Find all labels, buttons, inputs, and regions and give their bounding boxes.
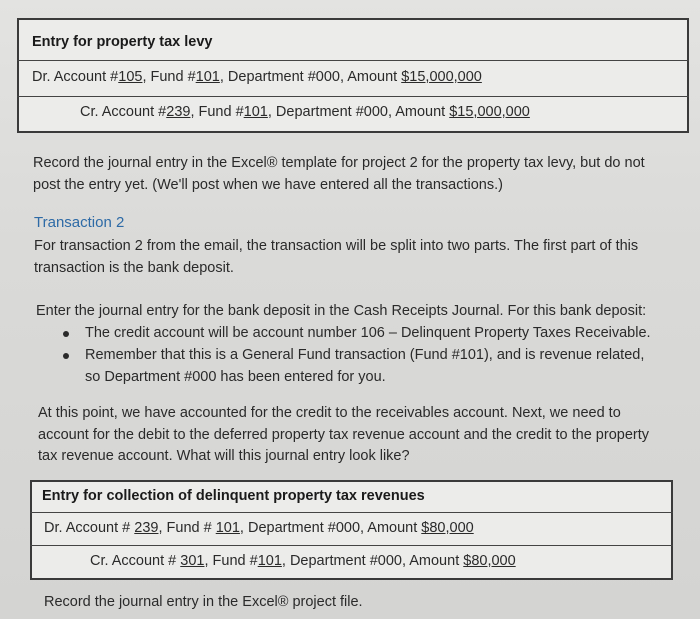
divider	[30, 512, 673, 513]
credit-line: Cr. Account #239, Fund #101, Department #000, Amount $15,000,000	[80, 104, 530, 120]
entry-title: Entry for collection of delinquent property tax revenues	[42, 488, 425, 504]
paragraph-line: Enter the journal entry for the bank deposit in the Cash Receipts Journal. For this bank deposit:	[36, 303, 647, 319]
list-item: The credit account will be account number 106 – Delinquent Property Taxes Receivable.	[85, 325, 651, 341]
list-item: Remember that this is a General Fund transaction (Fund #101), and is revenue related,	[85, 347, 645, 363]
debit-line: Dr. Account #105, Fund #101, Department #000, Amount $15,000,000	[32, 69, 482, 85]
paragraph-line: account for the debit to the deferred property tax revenue account and the credit to the property	[38, 427, 649, 443]
paragraph-line: For transaction 2 from the email, the transaction will be split into two parts. The first part of this	[34, 238, 639, 254]
paragraph-line: At this point, we have accounted for the credit to the receivables account. Next, we need to	[38, 405, 621, 421]
bullet-icon	[63, 353, 69, 359]
paragraph-line: transaction is the bank deposit.	[34, 260, 234, 276]
debit-line: Dr. Account # 239, Fund # 101, Department #000, Amount $80,000	[44, 520, 474, 536]
list-item-continuation: so Department #000 has been entered for you.	[85, 369, 386, 385]
section-heading: Transaction 2	[34, 214, 125, 231]
entry-title: Entry for property tax levy	[32, 34, 213, 50]
divider	[17, 96, 689, 97]
paragraph-line: Record the journal entry in the Excel® template for project 2 for the property tax levy, but do not	[33, 155, 645, 171]
footer-note: Record the journal entry in the Excel® project file.	[44, 594, 363, 610]
paragraph-line: post the entry yet. (We'll post when we have entered all the transactions.)	[33, 177, 503, 193]
divider	[17, 60, 689, 61]
paragraph-line: tax revenue account. What will this journal entry look like?	[38, 448, 410, 464]
bullet-icon	[63, 331, 69, 337]
divider	[30, 545, 673, 546]
credit-line: Cr. Account # 301, Fund #101, Department #000, Amount $80,000	[90, 553, 516, 569]
